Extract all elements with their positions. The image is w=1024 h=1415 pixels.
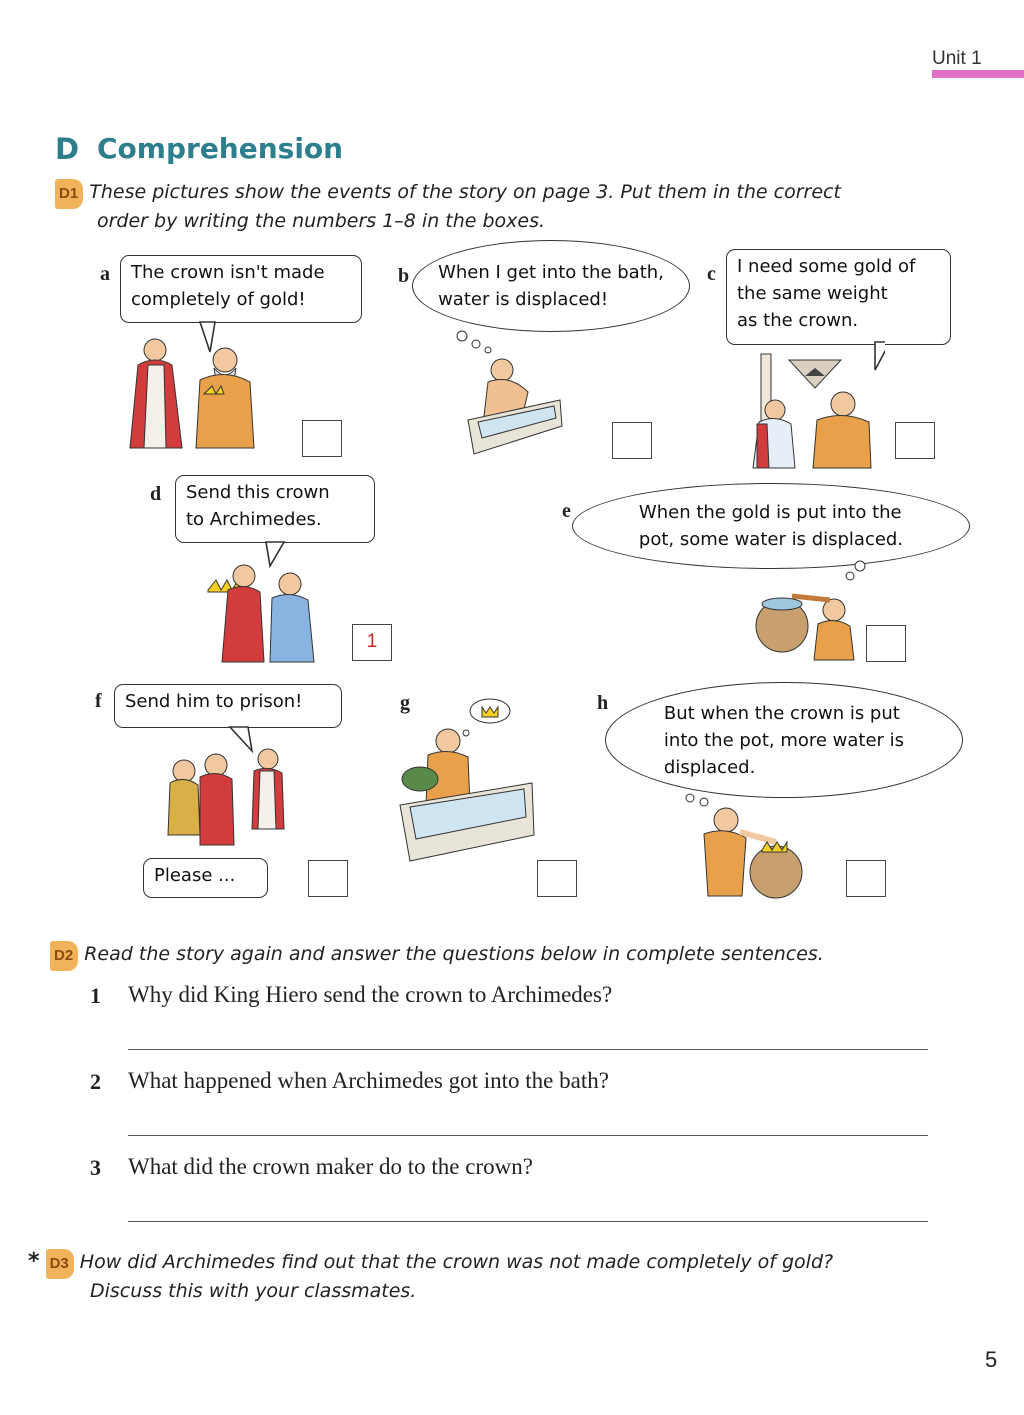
panel-b-line2: water is displaced! — [438, 289, 609, 310]
d1-tag: D1 — [55, 179, 83, 209]
d1-instruction-line1: These pictures show the events of the story on page 3. Put them in the correct — [89, 181, 841, 203]
panel-b-answer-box[interactable] — [612, 422, 652, 459]
panel-d-line2: to Archimedes. — [186, 509, 322, 530]
d3-instruction — [28, 1248, 988, 1279]
illustration-soldiers-arrest — [160, 725, 290, 860]
panel-a-label: a — [100, 263, 110, 285]
panel-a-speech — [120, 255, 362, 323]
panel-a-line2: completely of gold! — [131, 289, 306, 310]
illustration-king-and-messenger — [200, 540, 330, 665]
panel-c-line1: I need some gold of — [737, 256, 916, 277]
d3-star: * — [28, 1249, 40, 1274]
panel-d-line1: Send this crown — [186, 482, 330, 503]
illustration-archimedes-in-bath — [450, 330, 570, 460]
page-number: 5 — [985, 1347, 998, 1372]
unit-bar — [932, 70, 1024, 78]
panel-d-speech — [175, 475, 375, 543]
panel-b-label: b — [398, 265, 410, 287]
panel-b-line1: When I get into the bath, — [438, 262, 664, 283]
question-3-number: 3 — [90, 1155, 101, 1180]
d1-instruction-line2: order by writing the numbers 1–8 in the boxes. — [97, 210, 546, 232]
illustration-crown-into-pot — [680, 792, 810, 902]
panel-h-thought — [605, 682, 963, 798]
panel-e-thought — [572, 483, 970, 569]
panel-a-line1: The crown isn't made — [131, 262, 325, 283]
question-3-text: What did the crown maker do to the crown? — [128, 1154, 533, 1179]
panel-f-reply: Please ... — [154, 865, 236, 886]
panel-h-line2: into the pot, more water is — [663, 729, 905, 751]
d2-tag: D2 — [50, 941, 78, 971]
panel-c-label: c — [707, 263, 716, 285]
d1-instruction — [55, 178, 915, 209]
illustration-archimedes-with-scale — [745, 340, 885, 470]
panel-f-line1: Send him to prison! — [125, 691, 303, 712]
panel-h-label: h — [597, 692, 609, 714]
panel-c-line3: as the crown. — [737, 310, 859, 331]
panel-f-label: f — [95, 690, 102, 712]
section-title: Comprehension — [97, 132, 344, 165]
panel-c-answer-box[interactable] — [895, 422, 935, 459]
question-1-number: 1 — [90, 983, 101, 1008]
d2-instruction-text: Read the story again and answer the questions below in complete sentences. — [84, 943, 824, 965]
panel-h-answer-box[interactable] — [846, 860, 886, 897]
panel-c-speech — [726, 249, 951, 345]
illustration-archimedes-filling-bath — [392, 695, 542, 865]
panel-e-answer-box[interactable] — [866, 625, 906, 662]
panel-f-reply-speech — [143, 858, 268, 898]
panel-g-answer-box[interactable] — [537, 860, 577, 897]
panel-c-line2: the same weight — [737, 283, 888, 304]
panel-g-label: g — [400, 692, 410, 714]
question-3-answer-line[interactable] — [128, 1221, 928, 1222]
panel-h-line1: But when the crown is put — [663, 702, 900, 724]
panel-d-answer-box[interactable]: 1 — [352, 624, 392, 661]
panel-b-thought — [412, 240, 690, 332]
panel-e-label: e — [562, 500, 571, 522]
question-1-text: Why did King Hiero send the crown to Archimedes? — [128, 982, 613, 1007]
d3-tag: D3 — [46, 1249, 74, 1279]
question-2-text: What happened when Archimedes got into the bath? — [128, 1068, 609, 1093]
panel-a-answer-box[interactable] — [302, 420, 342, 457]
section-letter: D — [55, 132, 80, 166]
panel-f-speech — [114, 684, 342, 728]
d2-instruction — [50, 940, 990, 971]
d3-line1: How did Archimedes find out that the crown was not made completely of gold? — [79, 1251, 834, 1273]
d3-line2: Discuss this with your classmates. — [90, 1280, 417, 1302]
unit-label: Unit 1 — [932, 48, 982, 69]
illustration-gold-into-pot — [752, 560, 872, 665]
panel-d-label: d — [150, 483, 162, 505]
question-1-answer-line[interactable] — [128, 1049, 928, 1050]
panel-f-answer-box[interactable] — [308, 860, 348, 897]
question-2-number: 2 — [90, 1069, 101, 1094]
panel-h-line3: displaced. — [663, 756, 756, 778]
question-2-answer-line[interactable] — [128, 1135, 928, 1136]
illustration-king-and-archimedes — [120, 320, 270, 455]
panel-e-line1: When the gold is put into the — [638, 502, 902, 523]
panel-e-line2: pot, some water is displaced. — [638, 529, 904, 550]
